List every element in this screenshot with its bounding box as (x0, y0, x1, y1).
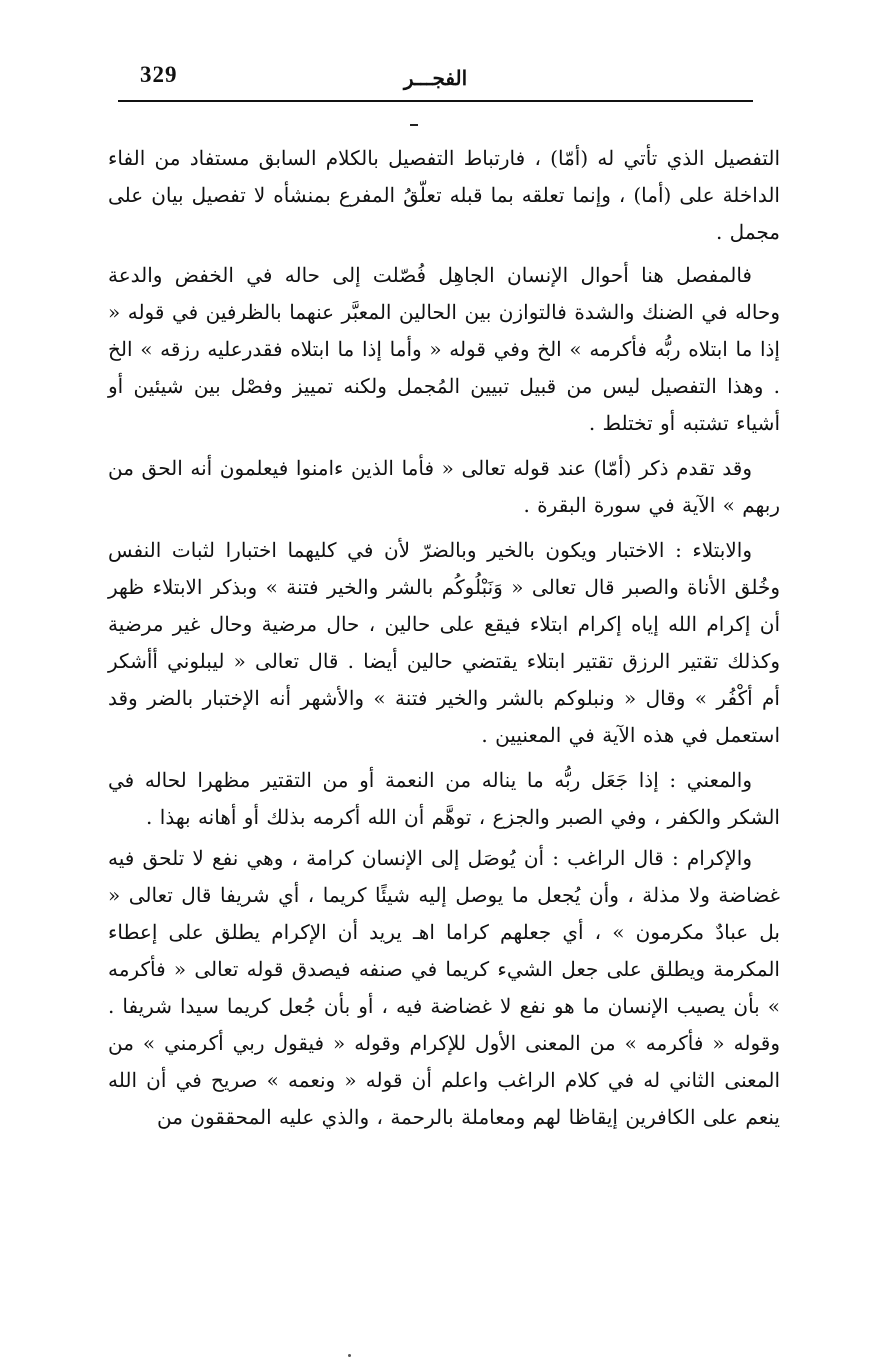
header-rule (118, 100, 753, 102)
paragraph-amma: وقد تقدم ذكر (أمّا) عند قوله تعالى « فأما الذين ءامنوا فيعلمون أنه الحق من ربهم » الآية في سورة البقرة . (108, 456, 780, 517)
surah-title: الفجـــر (403, 66, 468, 90)
paragraph-ikram: والإكرام : قال الراغب : أن يُوصَل إلى الإنسان كرامة ، وهي نفع لا تلحق فيه غضاضة ولا مذلة ، وأن يُجعل ما يوصل إليه شيئًا كريما ، أي شريفا قال تعالى « بل عبادٌ مكرمون » ، أي جعلهم كراما اهـ يريد أن الإكرام يطلق على إعطاء المكرمة ويطلق على جعل الشيء كريما في صنفه فيصدق قوله تعالى « فأكرمه » بأن يصيب الإنسان ما هو نفع لا غضاضة فيه ، أو بأن جُعل كريما سيدا شريفا . وقوله « فأكرمه » من المعنى الأول للإكرام وقوله « فيقول ربي أكرمني » من المعنى الثاني له في كلام الراغب واعلم أن قوله « ونعمه » صريح في أن الله ينعم على الكافرين إيقاظا لهم ومعاملة بالرحمة ، والذي عليه المحققون من (108, 846, 780, 1129)
paragraph-meaning: والمعني : إذا جَعَل ربُّه ما يناله من النعمة أو من التقتير مظهرا لحاله في الشكر والكفر ، وفي الصبر والجزع ، توهَّم أن الله أكرمه بذلك أو أهانه بهذا . (108, 768, 780, 829)
page-header (118, 58, 753, 100)
paragraph-detail: فالمفصل هنا أحوال الإنسان الجاهِل فُصّلت إلى حاله في الخفض والدعة وحاله في الضنك والشدة فالتوازن بين الحالين المعبَّر عنهما بالظرفين في قوله « إذا ما ابتلاه ربُّه فأكرمه » الخ وفي قوله « وأما إذا ما ابتلاه فقدرعليه رزقه » الخ . وهذا التفصيل ليس من قبيل تبيين المُجمل ولكنه تمييز وفصْل بين شيئين أو أشياء تشتبه أو تختلط . (108, 263, 780, 435)
header-mark (410, 124, 418, 126)
paragraph-continuation: التفصيل الذي تأتي له (أمّا) ، فارتباط التفصيل بالكلام السابق مستفاد من الفاء الداخلة على (أما) ، وإنما تعلقه بما قبله تعلّقُ المفرع بمنشأه لا تفصيل بيان على مجمل . (108, 146, 780, 244)
bottom-mark (348, 1354, 351, 1357)
page-number: 329 (140, 62, 178, 87)
paragraph-ibtila: والابتلاء : الاختبار ويكون بالخير وبالضرّ لأن في كليهما اختبارا لثبات النفس وخُلق الأناة والصبر قال تعالى « وَنَبْلُوكُم بالشر والخير فتنة » وبذكر الابتلاء ظهر أن إكرام الله إياه إكرام ابتلاء فيقع على حالين ، حال مرضية وحال غير مرضية وكذلك تقتير الرزق تقتير ابتلاء يقتضي حالين أيضا . قال تعالى « ليبلوني أأشكر أم أكْفُر » وقال « ونبلوكم بالشر والخير فتنة » والأشهر أنه الإختبار بالضر وقد استعمل في هذه الآية في المعنيين . (108, 538, 780, 747)
page-body (108, 140, 780, 1136)
